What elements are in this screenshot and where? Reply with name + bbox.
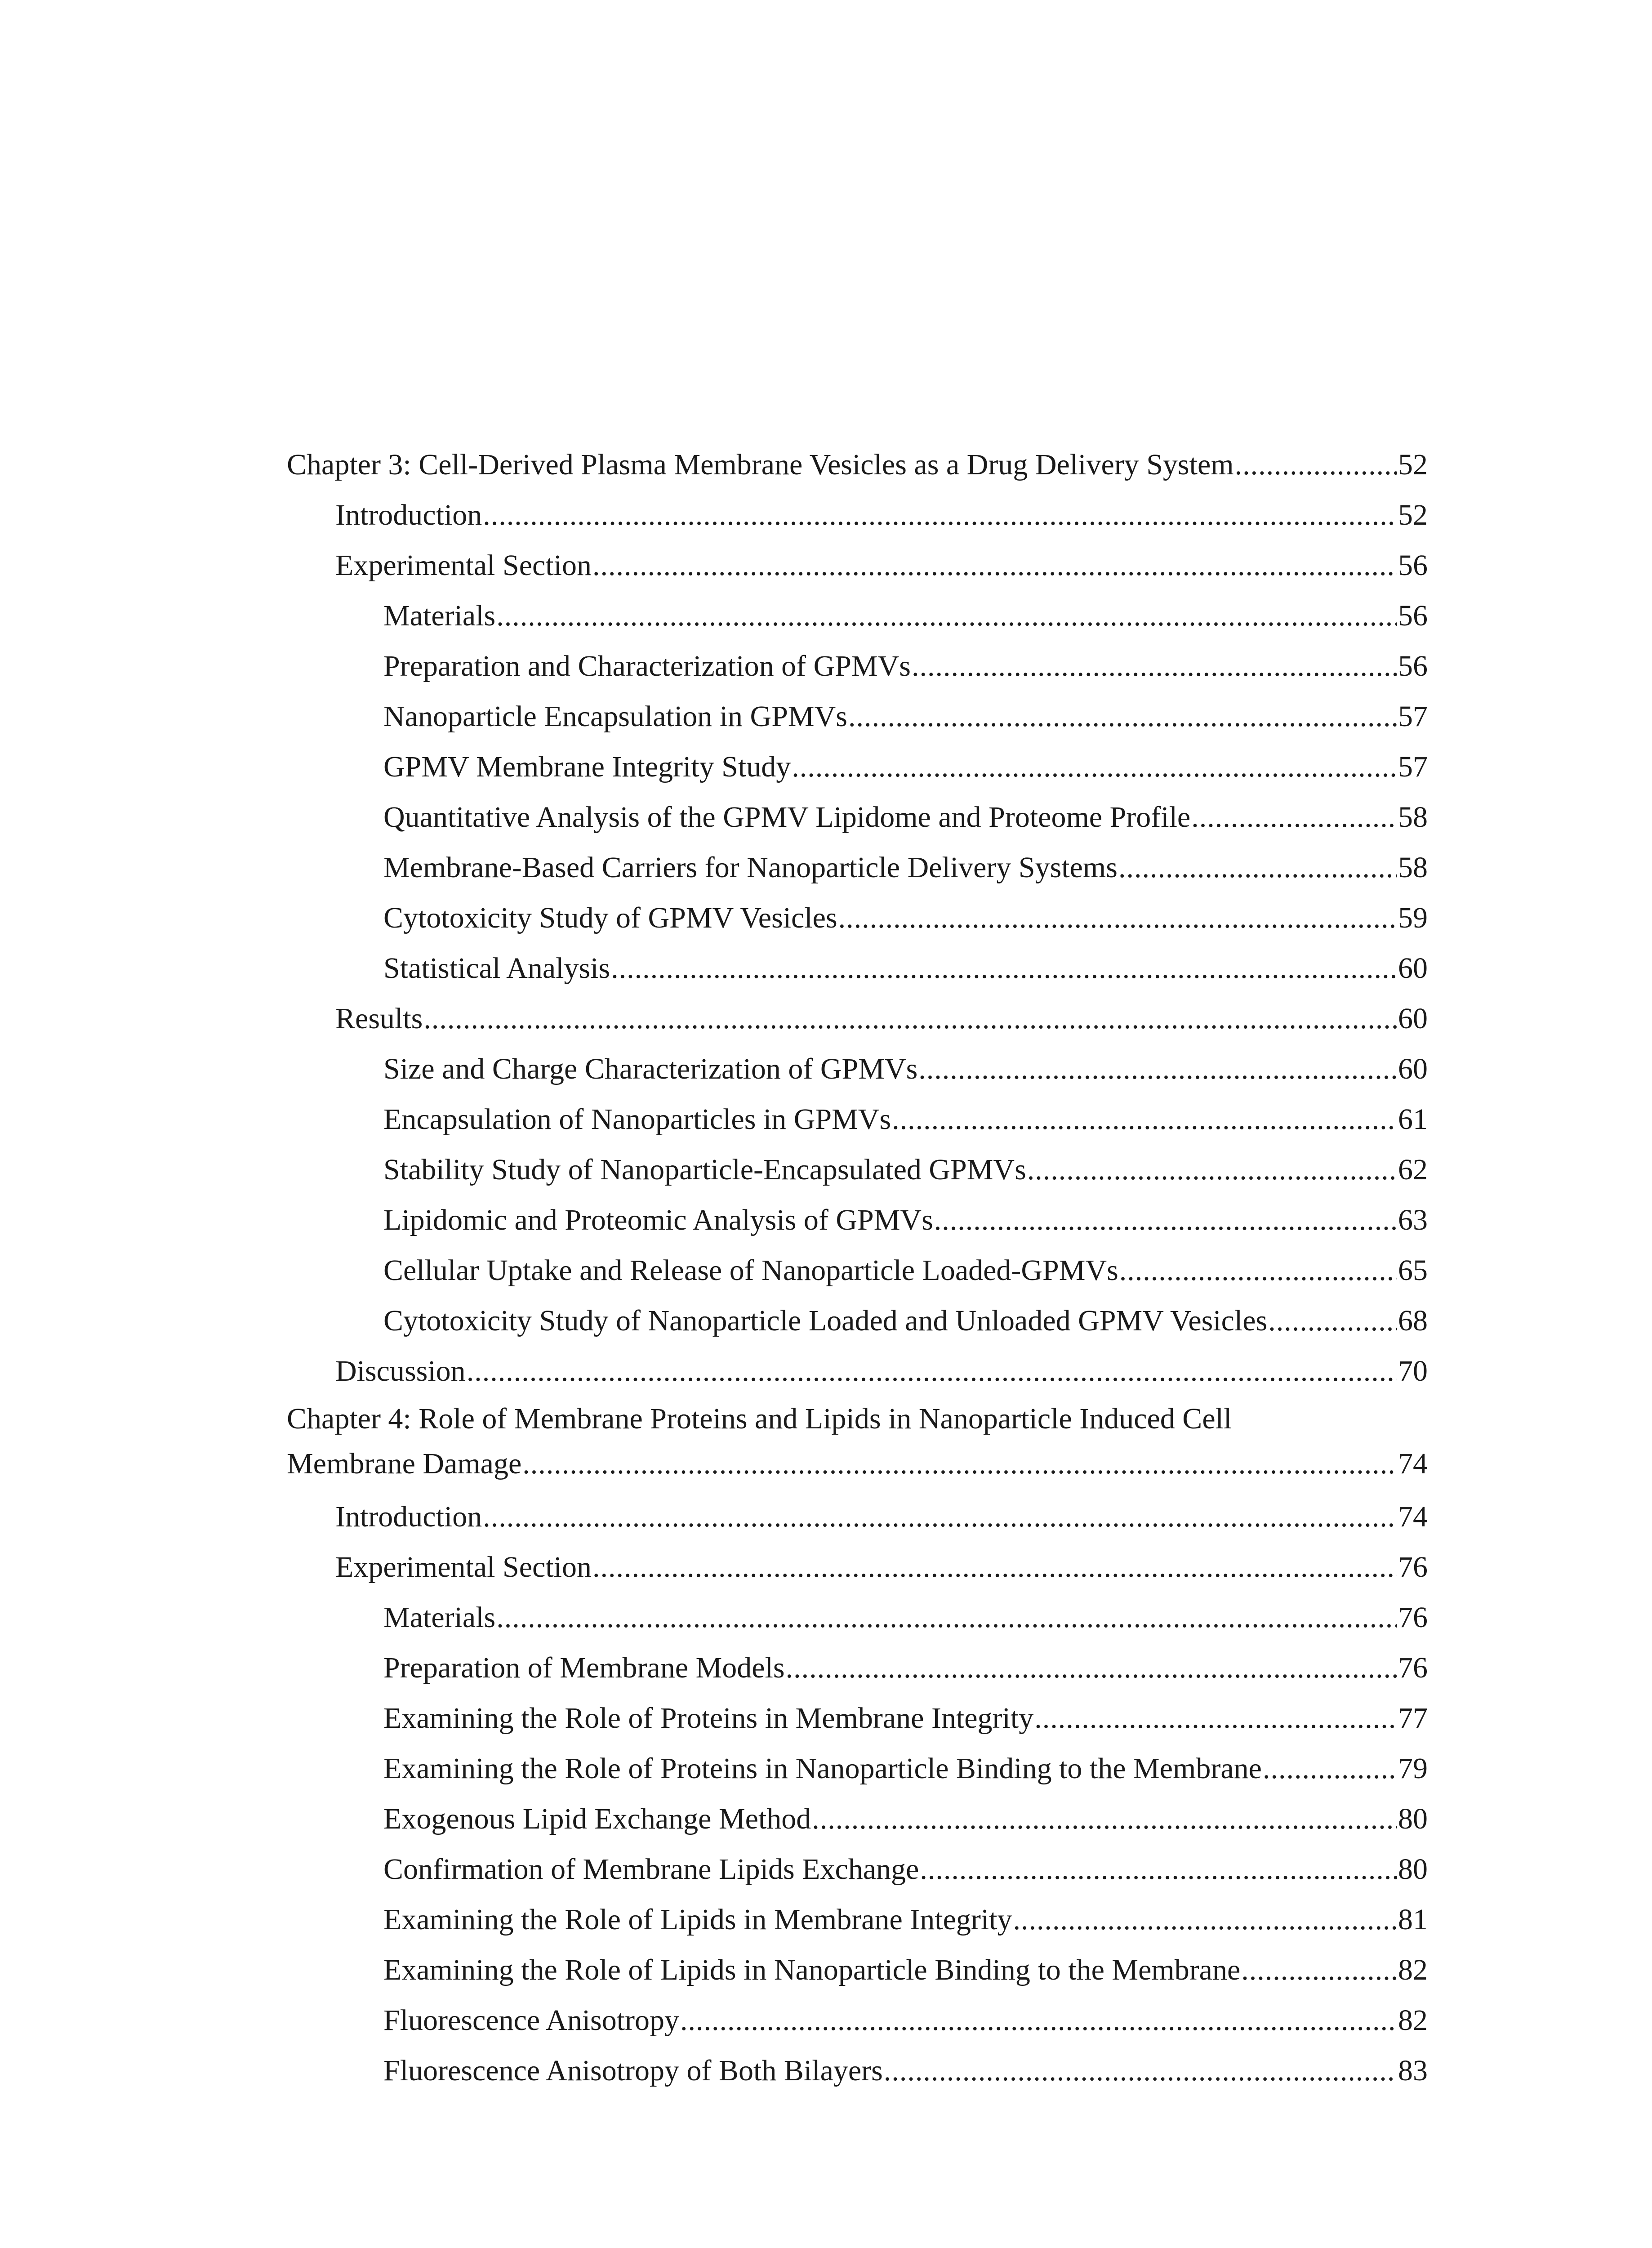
- toc-page-number: 68: [1398, 1304, 1428, 1337]
- toc-dot-leader: [1013, 1895, 1397, 1945]
- toc-entry-title: Examining the Role of Proteins in Membrane Integrity: [383, 1702, 1034, 1735]
- toc-dot-leader: [812, 1794, 1397, 1844]
- toc-entry-fluorescence-anisotropy[interactable]: [287, 1995, 1428, 2046]
- toc-entry-title: Cellular Uptake and Release of Nanoparticle Loaded-GPMVs: [383, 1254, 1118, 1287]
- toc-entry-title: Cytotoxicity Study of GPMV Vesicles: [383, 901, 837, 934]
- toc-entry-introduction[interactable]: [287, 490, 1428, 540]
- toc-entry-title: Examining the Role of Lipids in Nanoparticle Binding to the Membrane: [383, 1954, 1241, 1986]
- toc-page-number: 60: [1398, 1002, 1428, 1035]
- toc-page-number: 58: [1398, 851, 1428, 884]
- toc-dot-leader: [1118, 843, 1397, 893]
- toc-page-number: 60: [1398, 1053, 1428, 1085]
- toc-entry-title: Membrane-Based Carriers for Nanoparticle Delivery Systems: [383, 851, 1118, 884]
- toc-entry-encapsulation-of-nanoparticles[interactable]: [287, 1094, 1428, 1145]
- toc-dot-leader: [918, 1044, 1397, 1094]
- toc-page-number: 57: [1398, 750, 1428, 783]
- toc-dot-leader: [1034, 1693, 1397, 1744]
- toc-dot-leader: [483, 490, 1397, 540]
- toc-entry-proteins-binding[interactable]: [287, 1744, 1428, 1794]
- toc-entry-title: Examining the Role of Lipids in Membrane Integrity: [383, 1903, 1012, 1936]
- toc-entry-title: Confirmation of Membrane Lipids Exchange: [383, 1853, 919, 1886]
- toc-entry-title: Experimental Section: [335, 549, 592, 582]
- toc-entry-experimental-section[interactable]: [287, 540, 1428, 591]
- toc-dot-leader: [1191, 792, 1397, 843]
- toc-dot-leader: [483, 1492, 1397, 1542]
- toc-dot-leader: [592, 1542, 1397, 1592]
- toc-page-number: 52: [1398, 448, 1428, 481]
- toc-dot-leader: [496, 591, 1397, 641]
- toc-dot-leader: [848, 691, 1397, 742]
- toc-entry-cytotoxicity-study[interactable]: [287, 893, 1428, 943]
- toc-entry-title: Fluorescence Anisotropy of Both Bilayers: [383, 2054, 883, 2087]
- toc-page-number: 56: [1398, 599, 1428, 632]
- toc-dot-leader: [680, 1995, 1397, 2046]
- toc-entry-title: Results: [335, 1002, 423, 1035]
- toc-dot-leader: [467, 1346, 1397, 1396]
- toc-entry-cytotoxicity-loaded-unloaded[interactable]: [287, 1296, 1428, 1346]
- toc-entry-title: GPMV Membrane Integrity Study: [383, 750, 791, 783]
- toc-entry-results[interactable]: [287, 994, 1428, 1044]
- toc-entry-fluorescence-anisotropy-bilayers[interactable]: [287, 2046, 1428, 2096]
- toc-entry-title: Chapter 3: Cell-Derived Plasma Membrane Vesicles as a Drug Delivery System: [287, 448, 1234, 481]
- toc-entry-lipidome-proteome[interactable]: [287, 792, 1428, 843]
- toc-page-number: 81: [1398, 1903, 1428, 1936]
- toc-entry-stability-study[interactable]: [287, 1145, 1428, 1195]
- toc-entry-title: Experimental Section: [335, 1551, 592, 1583]
- toc-dot-leader: [1263, 1744, 1397, 1794]
- toc-entry-materials[interactable]: [287, 591, 1428, 641]
- toc-page-number: 58: [1398, 801, 1428, 834]
- toc-entry-title: Exogenous Lipid Exchange Method: [383, 1802, 811, 1835]
- toc-entry-statistical-analysis[interactable]: [287, 943, 1428, 994]
- toc-entry-introduction-ch4[interactable]: [287, 1492, 1428, 1542]
- toc-page-number: 80: [1398, 1802, 1428, 1835]
- toc-page-number: 76: [1398, 1551, 1428, 1583]
- toc-entry-title: Quantitative Analysis of the GPMV Lipidome and Proteome Profile: [383, 801, 1191, 834]
- toc-entry-title: Preparation of Membrane Models: [383, 1651, 785, 1684]
- toc-page-number: 65: [1398, 1254, 1428, 1287]
- toc-page-number: 80: [1398, 1853, 1428, 1886]
- toc-dot-leader: [838, 893, 1397, 943]
- toc-entry-title: Introduction: [335, 1500, 482, 1533]
- toc-dot-leader: [1268, 1296, 1397, 1346]
- toc-entry-title: Cytotoxicity Study of Nanoparticle Loaded and Unloaded GPMV Vesicles: [383, 1304, 1268, 1337]
- toc-page-number: 70: [1398, 1355, 1428, 1387]
- toc-entry-discussion[interactable]: [287, 1346, 1428, 1396]
- toc-page-number: 76: [1398, 1651, 1428, 1684]
- toc-dot-leader: [786, 1643, 1397, 1693]
- toc-entry-chapter-4[interactable]: [287, 1396, 1428, 1492]
- toc-dot-leader: [1119, 1245, 1397, 1296]
- toc-entry-preparation-characterization[interactable]: [287, 641, 1428, 691]
- toc-dot-leader: [792, 742, 1397, 792]
- toc-entry-title: Lipidomic and Proteomic Analysis of GPMVs: [383, 1204, 933, 1236]
- toc-entry-nanoparticle-encapsulation[interactable]: [287, 691, 1428, 742]
- toc-entry-title: Preparation and Characterization of GPMVs: [383, 650, 911, 682]
- toc-page-number: 76: [1398, 1601, 1428, 1634]
- toc-dot-leader: [611, 943, 1397, 994]
- toc-page-number: 59: [1398, 901, 1428, 934]
- toc-page-number: 63: [1398, 1204, 1428, 1236]
- toc-entry-lipidomic-proteomic[interactable]: [287, 1195, 1428, 1245]
- toc-dot-leader: [1241, 1945, 1397, 1995]
- toc-entry-title: Fluorescence Anisotropy: [383, 2004, 680, 2037]
- table-of-contents: [287, 440, 1428, 2096]
- toc-dot-leader: [920, 1844, 1397, 1895]
- toc-entry-membrane-models[interactable]: [287, 1643, 1428, 1693]
- toc-page-number: 79: [1398, 1752, 1428, 1785]
- toc-entry-title: Discussion: [335, 1355, 466, 1387]
- toc-page-number: 62: [1398, 1153, 1428, 1186]
- toc-entry-title: Materials: [383, 599, 496, 632]
- toc-entry-title: Nanoparticle Encapsulation in GPMVs: [383, 700, 847, 733]
- toc-page-number: 56: [1398, 650, 1428, 682]
- toc-page-number: 74: [1398, 1447, 1428, 1480]
- toc-entry-lipids-exchange-confirmation[interactable]: [287, 1844, 1428, 1895]
- toc-page-number: 82: [1398, 2004, 1428, 2037]
- toc-dot-leader: [423, 994, 1397, 1044]
- toc-entry-lipid-exchange[interactable]: [287, 1794, 1428, 1844]
- toc-entry-title-line2-row: [287, 1441, 1428, 1492]
- toc-entry-materials-ch4[interactable]: [287, 1592, 1428, 1643]
- toc-entry-lipids-integrity[interactable]: [287, 1895, 1428, 1945]
- toc-entry-title: Statistical Analysis: [383, 952, 610, 985]
- toc-page-number: 60: [1398, 952, 1428, 985]
- toc-page-number: 52: [1398, 499, 1428, 531]
- toc-page-number: 57: [1398, 700, 1428, 733]
- toc-entry-cellular-uptake[interactable]: [287, 1245, 1428, 1296]
- toc-entry-membrane-integrity-study[interactable]: [287, 742, 1428, 792]
- toc-dot-leader: [892, 1094, 1397, 1145]
- toc-page-number: 83: [1398, 2054, 1428, 2087]
- toc-dot-leader: [884, 2046, 1397, 2096]
- toc-entry-title-line1: Chapter 4: Role of Membrane Proteins and Lipids in Nanoparticle Induced Cell: [287, 1402, 1232, 1435]
- toc-entry-title: Examining the Role of Proteins in Nanoparticle Binding to the Membrane: [383, 1752, 1262, 1785]
- toc-entry-chapter-3[interactable]: [287, 440, 1428, 490]
- toc-dot-leader: [1235, 440, 1397, 490]
- toc-entry-title: Stability Study of Nanoparticle-Encapsulated GPMVs: [383, 1153, 1026, 1186]
- toc-dot-leader: [934, 1195, 1397, 1245]
- toc-entry-experimental-section-ch4[interactable]: [287, 1542, 1428, 1592]
- toc-entry-title: Encapsulation of Nanoparticles in GPMVs: [383, 1103, 891, 1136]
- toc-entry-title: Size and Charge Characterization of GPMVs: [383, 1053, 918, 1085]
- toc-entry-title-line2: Membrane Damage: [287, 1447, 522, 1480]
- toc-page-number: 56: [1398, 549, 1428, 582]
- toc-entry-title: Introduction: [335, 499, 482, 531]
- toc-dot-leader: [522, 1441, 1397, 1486]
- toc-entry-title: Materials: [383, 1601, 496, 1634]
- toc-page-number: 61: [1398, 1103, 1428, 1136]
- toc-entry-proteins-integrity[interactable]: [287, 1693, 1428, 1744]
- toc-entry-lipids-binding[interactable]: [287, 1945, 1428, 1995]
- toc-dot-leader: [496, 1592, 1397, 1643]
- toc-page-number: 82: [1398, 1954, 1428, 1986]
- toc-page-number: 77: [1398, 1702, 1428, 1735]
- toc-dot-leader: [912, 641, 1397, 691]
- toc-entry-membrane-based-carriers[interactable]: [287, 843, 1428, 893]
- toc-dot-leader: [592, 540, 1397, 591]
- toc-dot-leader: [1027, 1145, 1397, 1195]
- toc-page-number: 74: [1398, 1500, 1428, 1533]
- toc-entry-size-charge[interactable]: [287, 1044, 1428, 1094]
